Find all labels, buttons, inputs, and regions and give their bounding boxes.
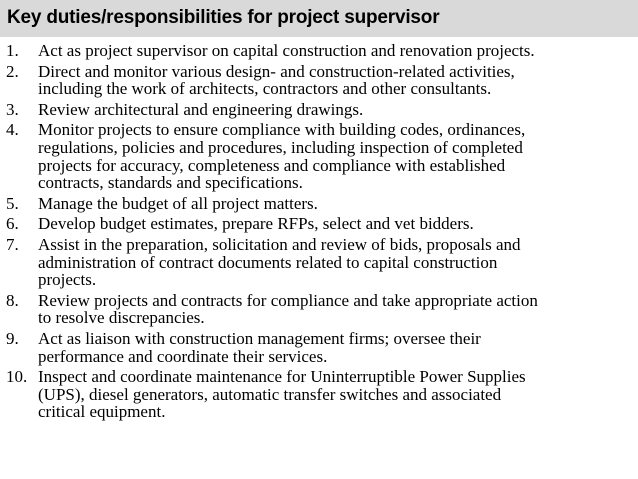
item-text: Review projects and contracts for compliance and take appropriate action to resolve discrepancies. [38, 290, 538, 328]
list-item [0, 215, 638, 233]
item-number: 6. [6, 214, 19, 234]
title-bar [0, 0, 638, 37]
list-item [0, 292, 638, 327]
list-item [0, 101, 638, 119]
item-text: Assist in the preparation, solicitation and review of bids, proposals and administration of contract documents related to capital construction projects. [38, 234, 521, 290]
item-number: 2. [6, 61, 19, 81]
item-number: 5. [6, 193, 19, 213]
duties-list [0, 42, 638, 424]
item-number: 10. [6, 367, 28, 387]
item-text: Act as liaison with construction management firms; oversee their performance and coordinate their services. [38, 328, 481, 366]
item-text: Manage the budget of all project matters. [38, 193, 318, 213]
item-text: Review architectural and engineering drawings. [38, 99, 364, 119]
item-text: Monitor projects to ensure compliance with building codes, ordinances, regulations, policies and procedures, including inspection of completed projects for accuracy, completeness and compliance with established contracts, standards and specifications. [38, 120, 526, 193]
item-number: 8. [6, 290, 19, 310]
page-title: Key duties/responsibilities for project supervisor [7, 7, 440, 28]
item-number: 9. [6, 328, 19, 348]
list-item [0, 121, 638, 191]
item-number: 4. [6, 120, 19, 140]
item-text: Inspect and coordinate maintenance for Uninterruptible Power Supplies (UPS), diesel generators, automatic transfer switches and associated critical equipment. [38, 367, 526, 422]
item-number: 3. [6, 99, 19, 119]
item-number: 1. [6, 41, 19, 60]
list-item [0, 236, 638, 289]
item-text: Direct and monitor various design- and construction-related activities, including the work of architects, contractors and other consultants. [38, 61, 515, 99]
list-item [0, 63, 638, 98]
list-item [0, 330, 638, 365]
list-item [0, 195, 638, 213]
item-text: Develop budget estimates, prepare RFPs, select and vet bidders. [38, 214, 474, 234]
list-item [0, 368, 638, 421]
item-text: Act as project supervisor on capital construction and renovation projects. [38, 41, 535, 60]
item-number: 7. [6, 234, 19, 254]
list-item [0, 42, 638, 60]
